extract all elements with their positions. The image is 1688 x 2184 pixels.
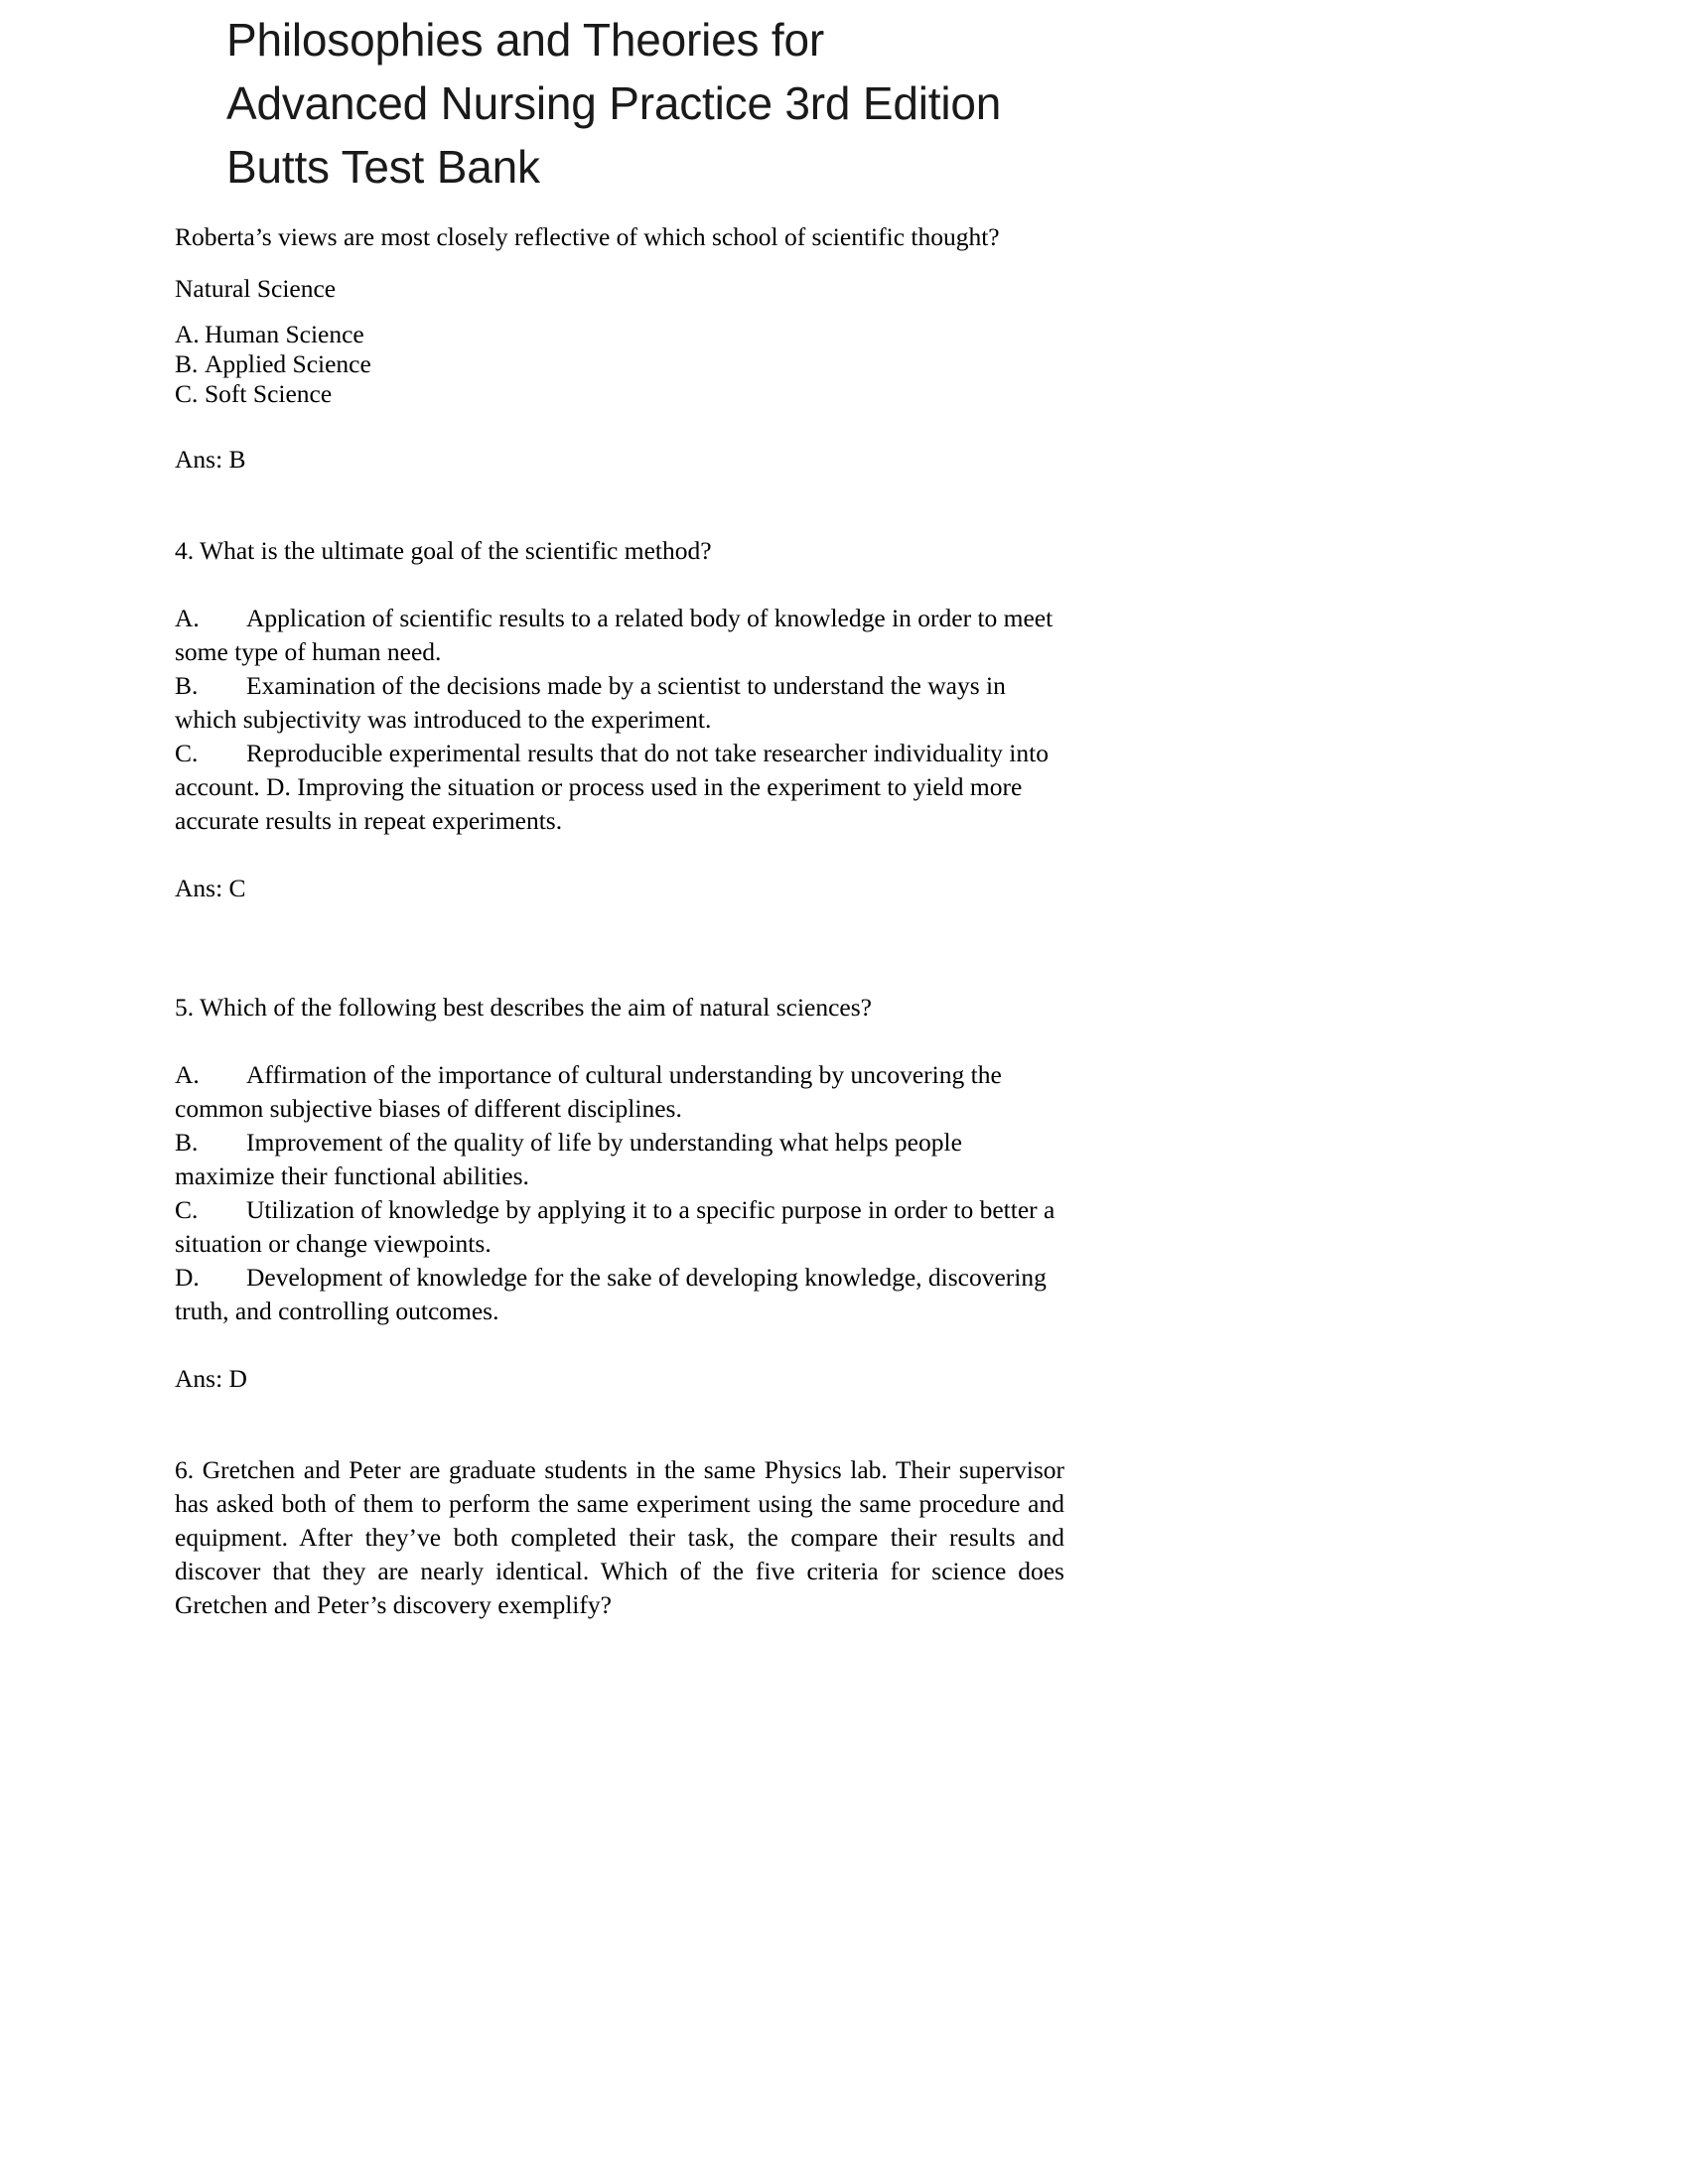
- option-marker: A.: [175, 604, 200, 632]
- option-text: Reproducible experimental results that do not take researcher individuality into account. D. Improving the situation or process used in the experiment to yield more accurate results in repeat experiments.: [175, 739, 1049, 835]
- question-3-lead: Natural Science: [175, 274, 337, 303]
- option-marker: A.: [175, 320, 200, 348]
- option-marker: A.: [175, 1060, 200, 1089]
- option-text: Development of knowledge for the sake of developing knowledge, discovering truth, and controlling outcomes.: [175, 1263, 1047, 1325]
- question-6-stem: 6. Gretchen and Peter are graduate students in the same Physics lab. Their supervisor has asked both of them to perform the same experiment using the same procedure and equipment. After they’ve both completed their task, the compare their results and discover that they are nearly identical. Which of the five criteria for science does Gretchen and Peter’s discovery exemplify?: [175, 1455, 1064, 1619]
- list-item: [175, 349, 1064, 379]
- spacer: [175, 905, 1064, 991]
- option-marker: B.: [175, 349, 199, 378]
- question-3-stem: Roberta’s views are most closely reflective of which school of scientific thought?: [175, 222, 1000, 251]
- option-marker: D.: [175, 1263, 200, 1292]
- spacer: [175, 477, 1064, 534]
- spacer: [175, 306, 1064, 320]
- question-5-option-a: [175, 1058, 1064, 1126]
- option-text: Human Science: [205, 320, 364, 348]
- question-5-answer: Ans: D: [175, 1364, 247, 1393]
- option-marker: C.: [175, 1195, 199, 1224]
- question-5-option-b: [175, 1126, 1064, 1193]
- option-marker: B.: [175, 1128, 199, 1157]
- title-line-3: Butts Test Bank: [226, 141, 540, 193]
- option-text: Application of scientific results to a related body of knowledge in order to meet some type of human need.: [175, 604, 1054, 666]
- question-5-stem: 5. Which of the following best describes the aim of natural sciences?: [175, 993, 872, 1022]
- spacer: [175, 1328, 1064, 1362]
- title-line-2: Advanced Nursing Practice 3rd Edition: [226, 77, 1002, 129]
- spacer: [175, 409, 1064, 443]
- spacer: [175, 838, 1064, 872]
- spacer: [175, 1024, 1064, 1058]
- title-line-1: Philosophies and Theories for: [226, 14, 824, 66]
- option-text: Affirmation of the importance of cultural understanding by uncovering the common subjective biases of different disciplines.: [175, 1060, 1002, 1123]
- option-marker: C.: [175, 379, 199, 408]
- question-5-option-d: [175, 1261, 1064, 1328]
- document-title: [226, 8, 1120, 199]
- list-item: [175, 379, 1064, 409]
- question-3-options: [175, 320, 1064, 409]
- list-item: [175, 320, 1064, 349]
- option-text: Applied Science: [205, 349, 371, 378]
- option-text: Examination of the decisions made by a scientist to understand the ways in which subjectivity was introduced to the experiment.: [175, 671, 1006, 734]
- question-4-option-a: [175, 602, 1064, 669]
- spacer: [175, 1396, 1064, 1453]
- option-text: Soft Science: [205, 379, 333, 408]
- question-4-stem: 4. What is the ultimate goal of the scientific method?: [175, 536, 712, 565]
- spacer: [175, 568, 1064, 602]
- option-text: Utilization of knowledge by applying it to a specific purpose in order to better a situation or change viewpoints.: [175, 1195, 1055, 1258]
- question-4-option-c: [175, 737, 1064, 838]
- question-4-option-b: [175, 669, 1064, 737]
- question-5-option-c: [175, 1193, 1064, 1261]
- question-4-answer: Ans: C: [175, 874, 246, 902]
- spacer: [175, 254, 1064, 272]
- document-body: [175, 220, 1064, 1622]
- option-marker: C.: [175, 739, 199, 767]
- question-3-answer: Ans: B: [175, 445, 246, 474]
- option-text: Improvement of the quality of life by understanding what helps people maximize their functional abilities.: [175, 1128, 962, 1190]
- option-marker: B.: [175, 671, 199, 700]
